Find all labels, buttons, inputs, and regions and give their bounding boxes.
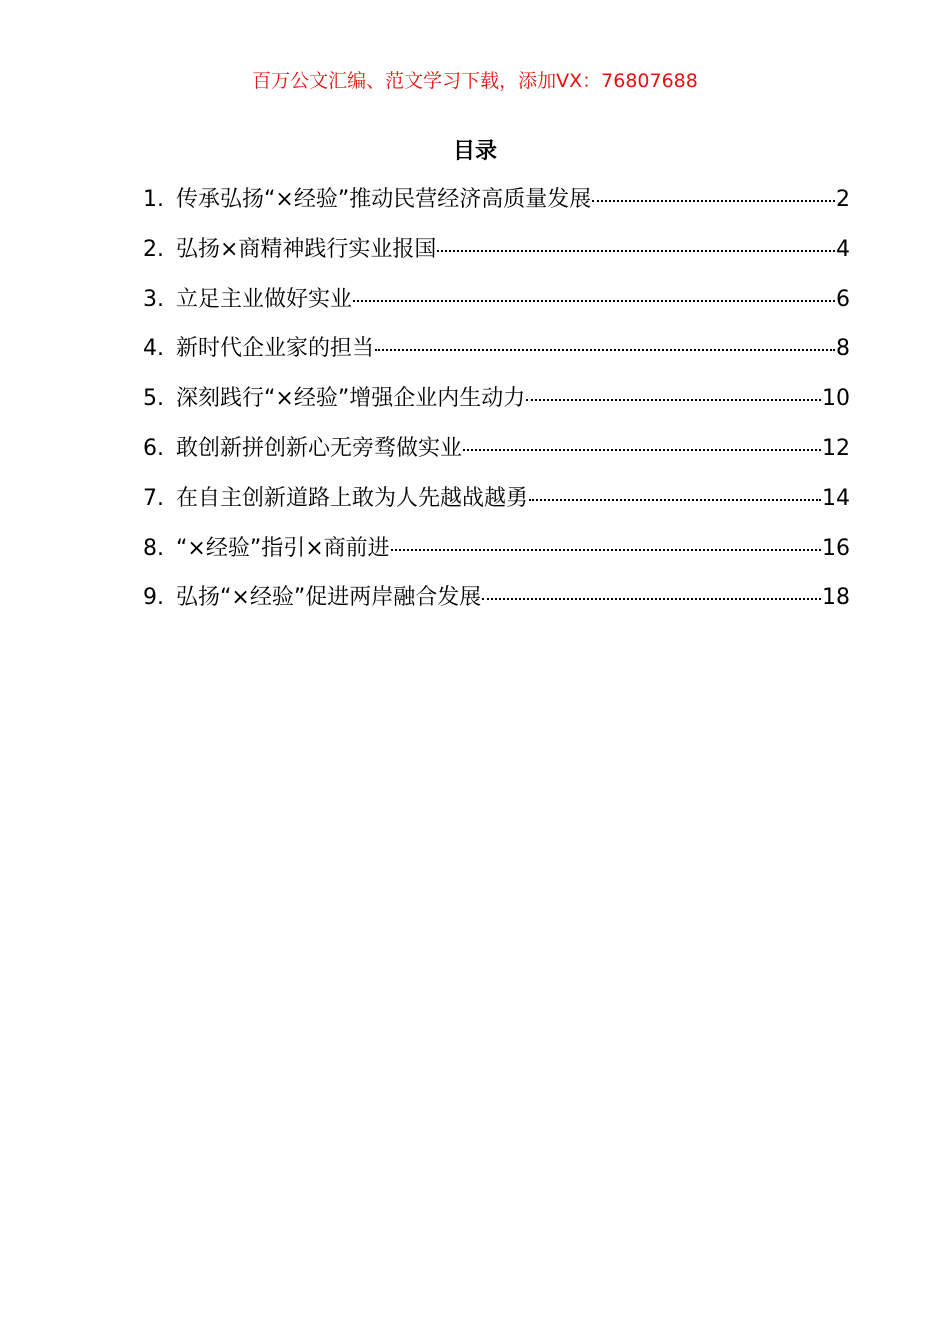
toc-entry[interactable] [143,381,850,431]
toc-entry-title[interactable]: 传承弘扬“×经验”推动民营经济高质量发展 [176,187,592,212]
toc-entry-title[interactable]: 弘扬×商精神践行实业报国 [176,236,437,262]
table-of-contents [143,182,850,630]
toc-entry-title[interactable]: 深刻践行“×经验”增强企业内生动力 [176,386,526,412]
toc-entry-page[interactable]: 14 [822,485,850,511]
toc-entry-separator: . [157,336,164,362]
toc-entry-separator: . [157,386,164,412]
toc-dot-leader [529,499,821,501]
toc-dot-leader [375,349,835,351]
toc-entry[interactable] [143,431,850,481]
toc-entry-number: 1 [143,187,157,212]
toc-title: 目录 [452,139,497,164]
toc-entry-separator: . [157,585,164,611]
toc-dot-leader [482,598,821,600]
toc-entry[interactable] [143,232,850,282]
toc-entry-title[interactable]: 立足主业做好实业 [176,286,353,312]
toc-dot-leader [463,449,821,451]
header-note: 百万公文汇编、范文学习下载，添加VX：76807688 [252,70,698,92]
toc-entry-title[interactable]: “×经验”指引×商前进 [176,535,390,561]
toc-entry-page[interactable]: 4 [836,236,850,262]
toc-entry-separator: . [157,187,164,212]
toc-entry-separator: . [157,535,164,561]
toc-entry[interactable] [143,331,850,381]
toc-entry-page[interactable]: 10 [822,386,850,412]
toc-entry-page[interactable]: 16 [822,535,850,561]
toc-entry-page[interactable]: 8 [836,336,850,362]
toc-entry-page[interactable]: 2 [836,187,850,212]
toc-entry-number: 8 [143,535,157,561]
toc-entry[interactable] [143,580,850,630]
toc-entry-page[interactable]: 6 [836,286,850,312]
toc-entry-page[interactable]: 18 [822,585,850,611]
toc-dot-leader [391,549,821,551]
toc-entry[interactable] [143,531,850,581]
toc-dot-leader [592,200,835,202]
toc-entry-separator: . [157,485,164,511]
toc-entry[interactable] [143,481,850,531]
toc-entry-number: 3 [143,286,157,312]
toc-entry-separator: . [157,286,164,312]
toc-entry-number: 2 [143,236,157,262]
toc-entry-number: 4 [143,336,157,362]
toc-entry-number: 7 [143,485,157,511]
toc-entry-number: 6 [143,435,157,461]
toc-entry-title[interactable]: 在自主创新道路上敢为人先越战越勇 [176,485,529,511]
toc-dot-leader [526,399,821,401]
toc-entry-number: 5 [143,386,157,412]
toc-entry-number: 9 [143,585,157,611]
toc-entry-title[interactable]: 新时代企业家的担当 [176,336,375,362]
toc-entry[interactable] [143,182,850,232]
toc-dot-leader [353,300,835,302]
toc-entry-title[interactable]: 敢创新拼创新心无旁骛做实业 [176,435,463,461]
toc-entry[interactable] [143,282,850,332]
toc-entry-title[interactable]: 弘扬“×经验”促进两岸融合发展 [176,585,482,611]
toc-dot-leader [437,250,835,252]
toc-entry-separator: . [157,435,164,461]
toc-entry-separator: . [157,236,164,262]
toc-entry-page[interactable]: 12 [822,435,850,461]
